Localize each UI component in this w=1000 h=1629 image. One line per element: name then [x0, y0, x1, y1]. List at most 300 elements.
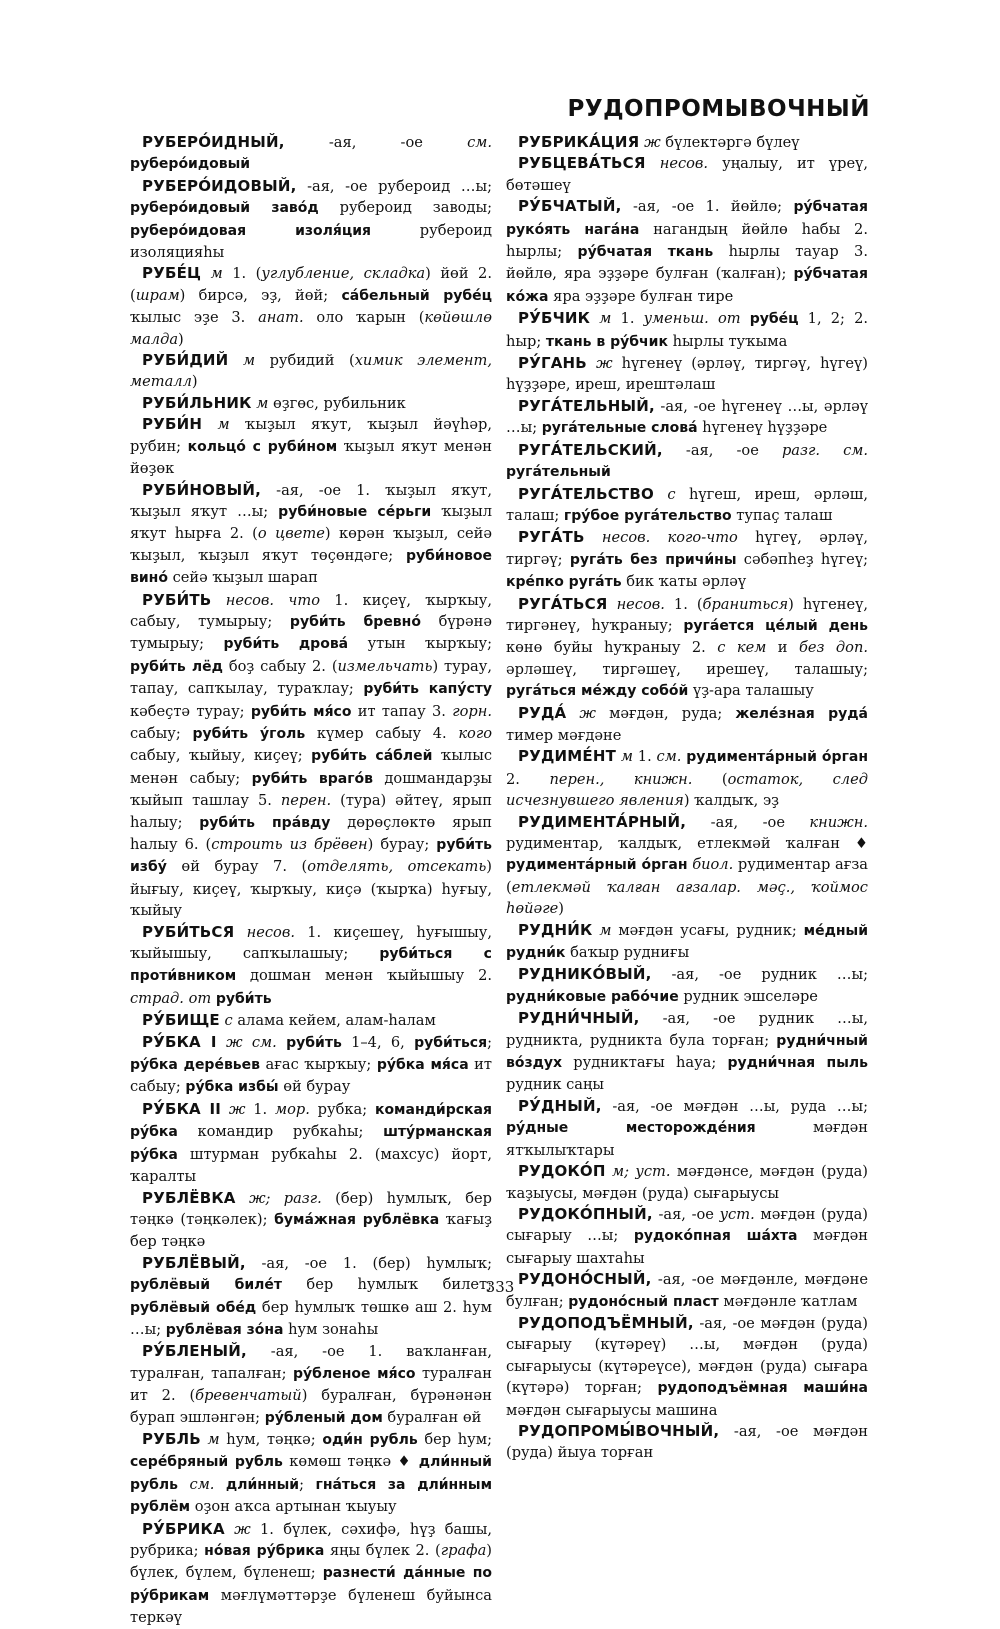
dictionary-entry	[130, 1341, 492, 1429]
definition-text: командир рубкаһы;	[177, 1123, 384, 1141]
definition-text: күмер сабыу 4.	[305, 724, 459, 742]
definition-text: -ая, -ое 1. (бер) һумлыҡ;	[245, 1254, 492, 1272]
bold-phrase: ру́дные месторожде́ния	[506, 1120, 756, 1137]
definition-text	[590, 310, 599, 327]
bold-phrase: руберо́идовый	[130, 156, 251, 173]
dictionary-entry	[130, 922, 492, 1011]
definition-text	[236, 1190, 249, 1207]
definition-text: баҡыр рудниғы	[565, 944, 690, 962]
definition-text: һүгенеү (әрләү, тиргәү, һүгеү) һүҙҙәре, иреш, ирештәлаш	[506, 355, 868, 394]
definition-text: (бер) һумлыҡ, бер тәңкә (тәңкәлек);	[130, 1189, 493, 1228]
headword: РУБРИКА́ЦИЯ	[518, 133, 640, 151]
definition-text: оло ҡарын (	[303, 309, 425, 327]
definition-text: тимер мәғдәне	[506, 726, 622, 744]
left-column	[130, 132, 492, 1629]
definition-text	[201, 1431, 208, 1448]
headword: РУДНИ́К	[518, 920, 593, 939]
definition-text: рудник саңы	[506, 1076, 604, 1094]
headword: РУ́БКА I	[142, 1032, 217, 1051]
bold-phrase: ру́бка избы́	[185, 1079, 279, 1096]
bold-phrase: руби́ть	[286, 1034, 342, 1051]
definition-text: тупаҫ талаш	[731, 506, 833, 524]
definition-text	[228, 352, 243, 369]
definition-text: сабыу;	[130, 724, 193, 742]
headword: РУ́БРИКА	[142, 1519, 225, 1538]
bold-phrase: рудни́чный во́здух	[506, 1032, 868, 1072]
bold-phrase: гру́бое руга́тельство	[563, 507, 732, 524]
definition-text: рубка;	[309, 1100, 375, 1118]
definition-text: -ая, -ое мәғдән …ы, руда …ы;	[601, 1097, 868, 1115]
definition-text: -ая, -ое рудник …ы, рудникта, рудникта була торған;	[506, 1010, 868, 1049]
definition-text: ) бүлек, бүлем, бүленеш;	[130, 1542, 492, 1582]
bold-phrase: руби́ть са́блей	[311, 748, 433, 765]
grammar-label: м	[599, 310, 612, 328]
grammar-label: м	[217, 416, 230, 434]
grammar-label: отделять, отсекать	[307, 858, 487, 876]
bold-phrase: разнести́ да́нные по ру́брикам	[130, 1565, 492, 1604]
headword: РУДОПРОМЫ́ВОЧНЫЙ,	[518, 1421, 720, 1440]
grammar-label: несов. кого-что	[601, 529, 738, 547]
definition-text: бүрәнә тумырыу;	[130, 612, 493, 653]
definition-text: рудник эшселәре	[678, 987, 818, 1005]
bold-phrase: рудоко́пная ша́хта	[633, 1228, 798, 1245]
definition-text: мәғдәнле ҡатлам	[718, 1292, 858, 1310]
definition-text: )	[191, 373, 198, 391]
definition-text: -ая, -ое	[662, 441, 782, 459]
definition-text: боҙ сабыу 2. (	[222, 657, 338, 675]
grammar-label: несов. что	[225, 591, 321, 609]
grammar-label: измельчать	[337, 657, 433, 675]
grammar-label: етлекмәй ҡалған ағзалар. мәҫ., ҡоймос һөйәге	[506, 878, 868, 918]
definition-text: һырлы туҡыма	[667, 332, 788, 350]
definition-text: рудиментар, ҡалдыҡ, етлекмәй ҡалған ♦	[506, 835, 868, 852]
bold-phrase: ткань в ру́бчик	[545, 333, 668, 350]
grammar-label: о цвете	[257, 525, 325, 543]
dictionary-entry	[506, 1096, 868, 1161]
definition-text: көнө буйы һуҡраныу 2.	[506, 639, 718, 657]
definition-text: 1–4, 6,	[341, 1033, 415, 1051]
dictionary-entry	[130, 132, 492, 176]
headword: РУБЛЁВКА	[142, 1188, 236, 1207]
grammar-label: ж	[644, 134, 661, 151]
definition-text: рудниктағы һауа;	[562, 1054, 728, 1072]
grammar-label: биол.	[692, 856, 734, 874]
definition-text: мәғдән (руда) сығарыу …ы;	[506, 1205, 868, 1245]
definition-text	[217, 1034, 226, 1051]
definition-text	[221, 1101, 229, 1118]
dictionary-entry	[506, 308, 868, 353]
headword: РУ́БИЩЕ	[142, 1011, 220, 1030]
bold-phrase: ру́бленое мя́со	[293, 1365, 416, 1382]
definition-text: )	[558, 900, 564, 918]
definition-text: 1. киҫешеү, һуғышыу, ҡыйышыу, сапҡылашыу;	[130, 923, 493, 963]
grammar-label: остаток, след исчезнувшего явления	[506, 770, 868, 810]
grammar-label: см.	[467, 134, 492, 151]
dictionary-entry	[506, 594, 868, 703]
dictionary-entry	[506, 1421, 868, 1464]
definition-text: ағас ҡырҡыу;	[260, 1056, 377, 1074]
definition-text: мәғдәнсе, мәғдән (руда) ҡаҙыусы, мәғдән (руда) сығарыусы	[506, 1163, 869, 1202]
definition-text: )	[178, 330, 184, 348]
dictionary-entry	[506, 920, 868, 965]
definition-text: бик ҡаты әрләү	[621, 573, 747, 591]
definition-text: рубидий (	[255, 352, 355, 370]
grammar-label: анат.	[258, 309, 304, 327]
grammar-label: химик элемент, металл	[130, 352, 493, 391]
headword: РУДНИКО́ВЫЙ,	[518, 965, 652, 984]
definition-text: һүгенеү һүҙҙәре	[697, 419, 828, 437]
dictionary-entry	[130, 350, 492, 393]
grammar-label: м	[207, 1430, 220, 1448]
grammar-label: с	[667, 485, 676, 503]
grammar-label: ж	[228, 1100, 246, 1118]
grammar-label: м; уст.	[612, 1163, 671, 1181]
dictionary-entry	[130, 1253, 492, 1342]
grammar-label: несов.	[246, 923, 295, 941]
grammar-label: перен.	[280, 792, 332, 810]
definition-text: мәғдән сығарыусы машина	[506, 1401, 718, 1419]
definition-text: ҡағыҙ бер тәңкә	[130, 1210, 493, 1251]
bold-phrase: команди́рская ру́бка	[130, 1101, 492, 1141]
definition-text: алама кейем, алам-һалам	[232, 1012, 436, 1030]
dictionary-entry	[130, 480, 492, 590]
definition-text: һырлы тауар 3. йөйлө, яра эҙҙәре булған (ҡалған);	[506, 243, 868, 283]
grammar-label: м	[210, 265, 223, 283]
definition-text: мәғдән ятҡылыҡтары	[506, 1119, 868, 1159]
bold-phrase: руга́тельный	[506, 464, 611, 481]
definition-text: көмөш тәңкә ♦	[282, 1453, 419, 1471]
dictionary-entry	[506, 1204, 868, 1269]
headword: РУДИМЕ́НТ	[518, 747, 617, 766]
dictionary-entry	[130, 590, 492, 922]
bold-phrase: руби́ть лёд	[130, 658, 223, 675]
definition-text	[234, 924, 246, 941]
grammar-label: углубление, складка	[261, 265, 426, 283]
bold-phrase: рудни́чная пыль	[727, 1055, 868, 1072]
bold-phrase: рудоподъёмная маши́на	[657, 1380, 868, 1397]
definition-text: (	[692, 770, 728, 788]
grammar-label: көйөшлө малда	[130, 309, 492, 348]
definition-text	[654, 486, 667, 503]
definition-text: 1.	[245, 1100, 275, 1118]
definition-text: мәғдән сығарыу шахтаһы	[506, 1227, 868, 1267]
definition-text	[214, 1476, 225, 1493]
definition-text: ) ҡалдыҡ, эҙ	[683, 792, 779, 810]
headword: РУБЦЕВА́ТЬСЯ	[518, 154, 646, 173]
bold-phrase: руби́ть дрова́	[223, 636, 349, 653]
definition-text: ) бирсә, эҙ, йөй;	[179, 286, 342, 304]
definition-text: 1. киҫеү, ҡырҡыу, сабыу, тумырыу;	[130, 591, 493, 630]
dictionary-entry	[506, 527, 868, 593]
grammar-label: ж	[234, 1520, 251, 1538]
definition-text: 1.	[632, 748, 657, 766]
bold-phrase: дли́нный	[225, 1476, 300, 1493]
definition-text: ;	[299, 1475, 316, 1493]
definition-text	[585, 529, 602, 546]
definition-text: үҙ-ара талашыу	[688, 682, 814, 700]
headword: РУГА́ТЬ	[518, 528, 585, 547]
definition-text: -ая, -ое	[686, 813, 810, 831]
bold-phrase: руби́ться с проти́вником	[130, 946, 492, 985]
definition-text	[202, 416, 217, 433]
definition-text: бер һумлыҡ төшкө аш 2. һум …ы;	[130, 1298, 492, 1338]
grammar-label: см.	[656, 748, 682, 766]
bold-phrase: кольцо́ с руби́ном	[187, 438, 338, 455]
definition-text: һүгеш, иреш, әрләш, талаш;	[506, 485, 868, 524]
bold-phrase: рудоно́сный пласт	[568, 1293, 719, 1310]
headword: РУ́БКА II	[142, 1099, 222, 1118]
definition-text: утын ҡырҡыу;	[348, 635, 492, 653]
definition-text: ;	[487, 1033, 493, 1051]
definition-text: -ая, -ое 1. йөйлө;	[621, 198, 794, 216]
headword: РУБЕ́Ц	[142, 264, 202, 283]
definition-text: 2.	[506, 770, 550, 788]
headword: РУГА́ТЕЛЬСТВО	[518, 484, 654, 503]
definition-text: мәғлүмәттәрҙе бүленеш буйынса теркәү	[130, 1586, 492, 1627]
running-head: РУДОПРОМЫВОЧНЫЙ	[567, 96, 870, 122]
dictionary-entry	[130, 414, 492, 479]
definition-text	[608, 596, 617, 613]
grammar-label: с кем	[717, 639, 767, 657]
bold-phrase: рудни́ковые рабо́чие	[506, 988, 679, 1005]
headword: РУ́ДНЫЙ,	[518, 1096, 602, 1115]
bold-phrase: но́вая ру́брика	[204, 1543, 325, 1559]
bold-phrase: рублёвый обе́д	[130, 1299, 257, 1316]
bold-phrase: руга́ется це́лый день	[683, 617, 868, 634]
definition-text	[587, 355, 596, 372]
bold-phrase: руби́новое вино́	[130, 547, 492, 587]
headword: РУБИ́ДИЙ	[142, 351, 229, 370]
right-column	[506, 132, 868, 1464]
bold-phrase: гна́ться за дли́нным рублём	[130, 1476, 493, 1516]
definition-text: -ая, -ое	[652, 1205, 720, 1223]
definition-text: сәбәпһеҙ һүгеү;	[736, 550, 868, 568]
grammar-label: шрам	[135, 286, 180, 304]
definition-text	[646, 155, 660, 172]
definition-text: уңалыу, ит үреү, бөтәшеү	[506, 155, 868, 194]
headword: РУ́БЛЕНЫЙ,	[142, 1342, 247, 1361]
dictionary-entry	[130, 263, 492, 350]
dictionary-entry	[130, 1188, 492, 1253]
bold-phrase: ру́бчатая руко́ять нага́на	[506, 199, 868, 238]
definition-text: дошман менән ҡыйышыу 2.	[236, 967, 492, 985]
bold-phrase: рубе́ц	[749, 311, 799, 328]
definition-text: и	[766, 639, 799, 657]
dictionary-entry	[130, 1099, 492, 1188]
bold-phrase: руби́ть мя́со	[250, 703, 352, 720]
headword: РУГА́ТЬСЯ	[518, 594, 608, 613]
bold-phrase: руби́ть капу́сту	[363, 681, 492, 698]
bold-phrase: рублёвая зо́на	[165, 1321, 284, 1338]
grammar-label: разг. см.	[781, 441, 868, 459]
definition-text: нагандың йөйлө һабы 2. һырлы;	[506, 220, 868, 261]
definition-text: ҡыҙыл яҡут, ҡыҙыл йәүһәр, рубин;	[130, 416, 493, 455]
definition-text: 1, 2; 2. һыр;	[506, 310, 868, 350]
dictionary-entry	[130, 1519, 492, 1629]
bold-phrase: ру́бка мя́са	[376, 1057, 469, 1074]
grammar-label: без доп.	[798, 639, 868, 657]
grammar-label: несов.	[659, 155, 709, 173]
definition-text: -ая, -ое 1. ҡыҙыл яҡут, ҡыҙыл яҡут …ы;	[130, 481, 492, 520]
dictionary-entry	[130, 176, 492, 264]
dictionary-entry	[506, 132, 868, 153]
definition-text: бер һум;	[417, 1430, 492, 1448]
grammar-label: строить из брёвен	[211, 836, 368, 853]
definition-text: ҡыҙыл яҡут һырға 2. (	[130, 502, 492, 543]
bold-phrase: ру́бчатая ткань	[577, 244, 714, 261]
definition-text	[211, 592, 225, 609]
definition-text: бер һумлыҡ билет;	[282, 1276, 492, 1294]
definition-text: кәбеҫтә турау;	[130, 702, 251, 720]
headword: РУГА́ТЕЛЬСКИЙ,	[518, 440, 663, 459]
dictionary-entry	[130, 393, 492, 414]
definition-text: ) буралған, бүрәнәнән бурап эшләнгән;	[130, 1387, 493, 1426]
definition-text: мәғдән, руда;	[596, 704, 736, 722]
definition-text: ) бурау;	[367, 836, 437, 853]
definition-text: сейә ҡыҙыл шарап	[167, 569, 318, 587]
bold-phrase: ру́бка дере́вьев	[130, 1057, 261, 1074]
bold-phrase: руби́ть пра́вду	[199, 814, 331, 831]
definition-text: -ая, -ое мәғдәнле, мәғдәне булған;	[506, 1271, 868, 1310]
headword: РУБИ́ТЬСЯ	[142, 922, 235, 941]
definition-text: дөрөҫлөктө ярып һалыу 6. (	[130, 813, 492, 853]
definition-text	[201, 265, 211, 282]
bold-phrase: шту́рманская ру́бка	[130, 1124, 492, 1163]
bold-phrase: сере́бряный рубль	[130, 1454, 283, 1471]
headword: РУДОНО́СНЫЙ,	[518, 1270, 652, 1289]
dictionary-entry	[506, 196, 868, 308]
definition-text: рубероид заводы;	[318, 199, 492, 217]
definition-text	[178, 1476, 189, 1493]
headword: РУДОКО́П	[518, 1162, 606, 1181]
dictionary-entry	[506, 1008, 868, 1096]
definition-text: яңы бүлек 2. (	[324, 1542, 441, 1559]
bold-phrase: руберо́идовый заво́д	[130, 200, 319, 217]
definition-text: ) һүгенеү, тиргәнеү, һуҡраныу;	[506, 595, 868, 634]
headword: РУБИ́ЛЬНИК	[142, 393, 252, 412]
dictionary-entry	[130, 1010, 492, 1031]
grammar-label: м	[620, 748, 633, 766]
definition-text: ҡыҙыл яҡут менән йөҙөк	[130, 437, 492, 478]
bold-phrase: руби́ться	[414, 1034, 488, 1051]
definition-text: рудиментар ағза (	[506, 856, 869, 896]
definition-text: өҙгөс, рубильник	[268, 394, 406, 412]
definition-text: -ая, -ое һүгенеү …ы, әрләү …ы;	[506, 397, 868, 437]
dictionary-entry	[506, 812, 868, 920]
dictionary-entry	[506, 1313, 868, 1421]
dictionary-entry	[506, 703, 868, 747]
grammar-label: графа	[440, 1542, 487, 1559]
definition-text	[277, 1034, 286, 1051]
headword: РУБИ́ТЬ	[142, 590, 212, 609]
definition-text: штурман рубкаһы 2. (махсус) йорт, ҡаралты	[130, 1145, 492, 1186]
grammar-label: уменьш. от	[643, 310, 741, 328]
definition-text: 1.	[611, 310, 644, 328]
bold-phrase: руби́ть	[215, 990, 272, 1007]
bold-phrase: са́бельный рубе́ц	[341, 287, 492, 304]
bold-phrase: руби́новые се́рьги	[278, 503, 432, 520]
headword: РУБЛЁВЫЙ,	[142, 1253, 246, 1272]
definition-text: өй бурау 7. (	[166, 858, 308, 876]
bold-phrase: руга́ть без причи́ны	[569, 551, 737, 568]
bold-phrase: руби́ть у́голь	[192, 725, 306, 742]
grammar-label: с	[224, 1012, 233, 1030]
headword: РУДНИ́ЧНЫЙ,	[518, 1009, 640, 1028]
headword: РУДОКО́ПНЫЙ,	[518, 1204, 653, 1223]
bold-phrase: ру́бленый дом	[264, 1409, 383, 1426]
dictionary-entry	[506, 746, 868, 811]
bold-phrase: желе́зная руда́	[735, 705, 868, 722]
definition-text: 1. (	[222, 265, 262, 283]
headword: РУДОПОДЪЁМНЫЙ,	[518, 1313, 694, 1332]
grammar-label: ж	[595, 355, 613, 373]
definition-text: ) йөй 2. (	[130, 265, 492, 304]
definition-text: һүгеү, әрләү, тиргәү;	[506, 529, 868, 568]
grammar-label: м	[242, 352, 256, 370]
headword: РУДА́	[518, 703, 567, 722]
headword: РУ́ГАНЬ	[518, 354, 587, 373]
grammar-label: страд. от	[130, 989, 212, 1007]
grammar-label: ж; разг.	[248, 1189, 322, 1207]
definition-text: өй бурау	[278, 1078, 351, 1096]
bold-phrase: рудимента́рный о́рган	[506, 857, 688, 874]
grammar-label: браниться	[702, 595, 789, 613]
definition-text: сабыу, ҡыйыу, киҫеү;	[130, 747, 312, 765]
grammar-label: мор.	[274, 1100, 310, 1118]
headword: РУДИМЕНТА́РНЫЙ,	[518, 812, 687, 831]
grammar-label: м	[256, 394, 269, 412]
definition-text: -ая, -ое	[284, 134, 468, 151]
grammar-label: см.	[189, 1475, 215, 1493]
headword: РУБЕРО́ИДОВЫЙ,	[142, 176, 297, 195]
definition-text	[741, 310, 750, 327]
definition-text: ит сабыу;	[130, 1056, 492, 1096]
dictionary-entry	[506, 153, 868, 196]
headword: РУБЛЬ	[142, 1429, 201, 1448]
headword: РУ́БЧИК	[518, 309, 591, 328]
grammar-label: перен., книжн.	[549, 770, 693, 788]
definition-text: бүлектәргә бүлеү	[660, 134, 800, 151]
bold-phrase: рудимента́рный о́рган	[686, 749, 869, 766]
definition-text: әрләшеү, тиргәшеү, ирешеү, талашыу;	[506, 660, 868, 678]
bold-phrase: кре́пко руга́ть	[506, 574, 622, 591]
definition-text: ) турау, тапау, сапҡылау, тураҡлау;	[130, 657, 492, 698]
definition-text: -ая, -ое рудник …ы;	[651, 966, 868, 984]
definition-text: -ая, -ое мәғдән (руда) йыуа торған	[506, 1422, 868, 1462]
bold-phrase: руби́ть избу́	[130, 837, 492, 876]
definition-text: -ая, -ое 1. ваҡланған, туралған, тапалған;	[130, 1343, 492, 1382]
definition-text: ) йығыу, киҫеү, ҡырҡыу, киҫә (ҡырҡа) һуғыу, ҡыйыу	[130, 858, 492, 920]
bold-phrase: дли́нный рубль	[130, 1454, 492, 1493]
grammar-label: кого	[458, 724, 492, 742]
bold-phrase: ру́бчатая ко́жа	[506, 266, 868, 305]
headword: РУБИ́НОВЫЙ,	[142, 480, 262, 499]
bold-phrase: руга́ться ме́жду собо́й	[506, 683, 689, 700]
dictionary-entry	[506, 1161, 868, 1204]
definition-text: 1. бүлек, сәхифә, һүҙ башы, рубрика;	[130, 1520, 492, 1559]
dictionary-entry	[506, 484, 868, 528]
definition-text: -ая, -ое рубероид …ы;	[296, 177, 492, 195]
grammar-label: книжн.	[809, 813, 868, 831]
headword: РУБЕРО́ИДНЫЙ,	[142, 133, 285, 151]
definition-text: (тура) әйтеү, ярып һалыу;	[130, 792, 492, 831]
bold-phrase: руби́ть бревно́	[289, 613, 421, 630]
grammar-label: ж см.	[226, 1033, 277, 1051]
grammar-label: м	[599, 921, 612, 939]
definition-text: ) көрән ҡыҙыл, сейә ҡыҙыл, ҡыҙыл яҡут төҫөндәге;	[130, 525, 492, 564]
grammar-label: уст.	[719, 1205, 755, 1223]
definition-text: 1. (	[664, 595, 703, 613]
